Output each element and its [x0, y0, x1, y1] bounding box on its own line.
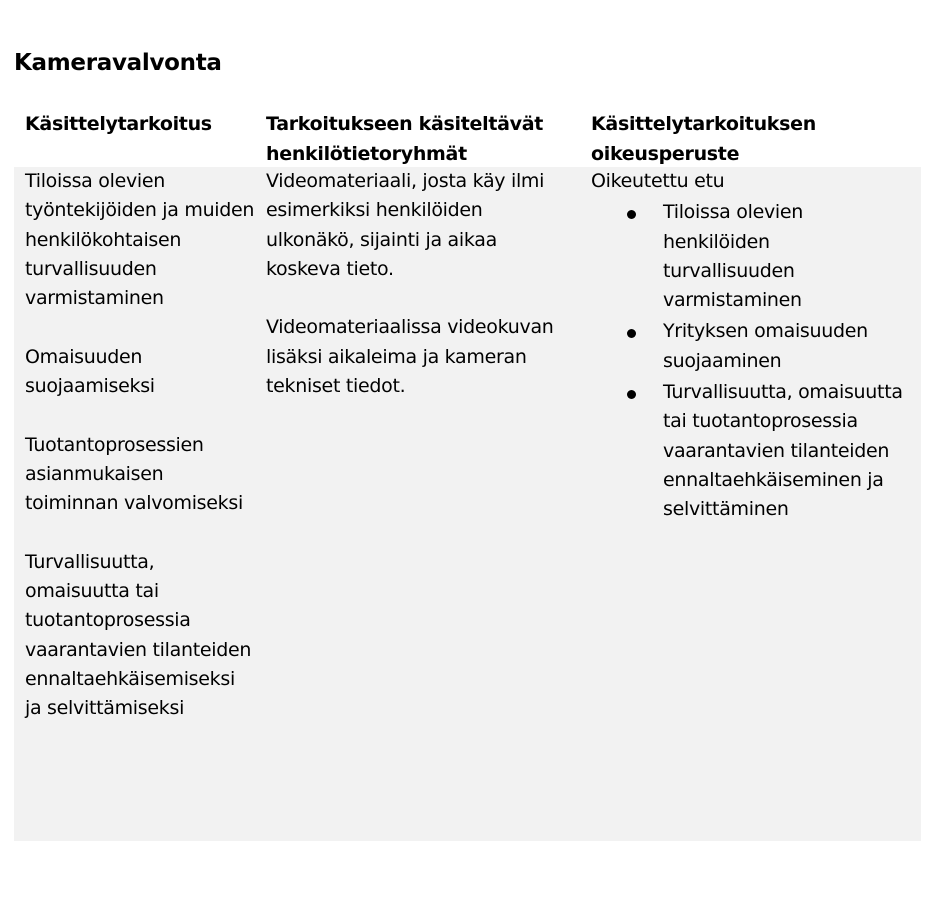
- bullet-icon: [627, 210, 636, 219]
- data-groups-cell: [266, 167, 576, 401]
- list-item: [591, 378, 906, 524]
- purpose-item: Tiloissa olevien työntekijöiden ja muiden henkilökohtaisen turvallisuuden varmistaminen: [25, 170, 255, 310]
- purpose-cell: [25, 167, 255, 724]
- bullet-icon: [627, 390, 636, 399]
- purpose-item: Tuotantoprosessien asianmukaisen toiminnan valvomiseksi: [25, 433, 243, 515]
- data-group-item: Videomateriaali, josta käy ilmi esimerkiksi henkilöiden ulkonäkö, sijainti ja aikaa koskeva tieto.: [266, 170, 545, 280]
- page-title: Kameravalvonta: [14, 50, 222, 76]
- legal-basis-cell: [591, 167, 906, 525]
- bullet-icon: [627, 329, 636, 338]
- purpose-item: Turvallisuutta, omaisuutta tai tuotantoprosessia vaarantavien tilanteiden ennaltaehkäisemiseksi ja selvittämiseksi: [25, 550, 252, 720]
- list-item: [591, 317, 906, 376]
- legal-basis-item: Tiloissa olevien henkilöiden turvallisuuden varmistaminen: [663, 201, 804, 312]
- legal-basis-item: Turvallisuutta, omaisuutta tai tuotantoprosessia vaarantavien tilanteiden ennaltaehkäiseminen ja selvittäminen: [663, 381, 903, 521]
- legal-basis-item: Yrityksen omaisuuden suojaaminen: [663, 320, 868, 372]
- data-group-item: Videomateriaalissa videokuvan lisäksi aikaleima ja kameran tekniset tiedot.: [266, 316, 554, 398]
- legal-basis-label: Oikeutettu etu: [591, 170, 725, 192]
- legal-basis-list: [591, 198, 906, 524]
- list-item: [591, 198, 906, 315]
- purpose-item: Omaisuuden suojaamiseksi: [25, 345, 155, 398]
- column-header-legal-basis: Käsittelytarkoituksen oikeusperuste: [591, 113, 816, 165]
- column-header-purpose: Käsittelytarkoitus: [25, 113, 212, 135]
- column-header-data-groups: Tarkoitukseen käsiteltävät henkilötietoryhmät: [266, 113, 544, 165]
